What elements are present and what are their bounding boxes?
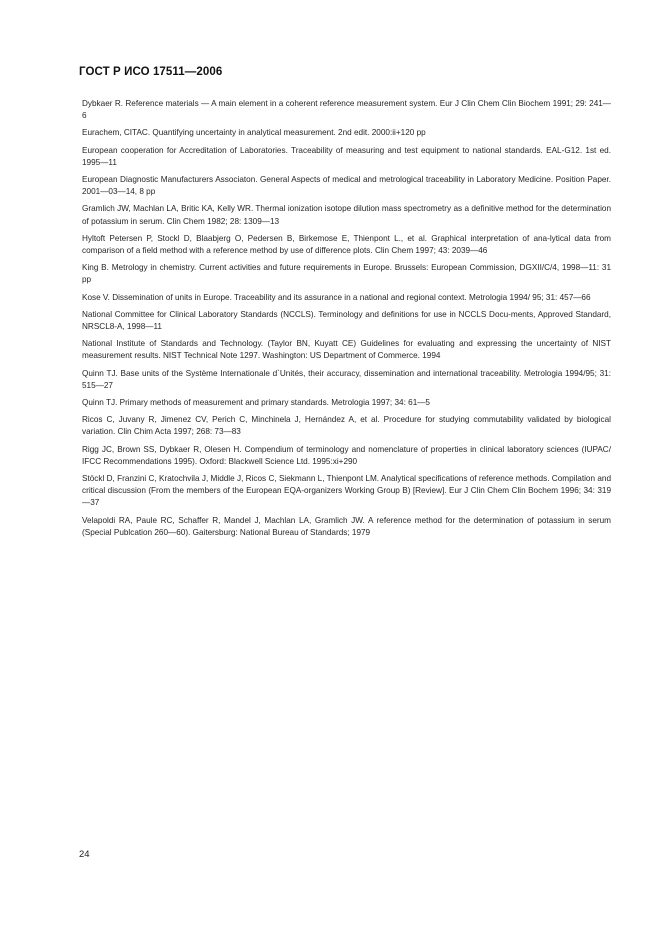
reference-item: Gramlich JW, Machlan LA, Britic KA, Kelly WR. Thermal ionization isotope dilution mass spectrometry as a definitive method for the determination of potassium in serum. Clin Chem 1982; 28: 1309—13 bbox=[82, 204, 611, 226]
reference-list bbox=[82, 98, 611, 544]
reference-item: Stöckl D, Franzini C, Kratochvila J, Middle J, Ricos C, Siekmann L, Thienpont LM. Analytical specifications of reference methods. Compilation and critical discussion (From the members of the European EQA-organizers Working Group B) [Review]. Eur J Clin Chem Clin Bochem 1996; 34: 319—37 bbox=[82, 474, 611, 508]
reference-item: National Committee for Clinical Laboratory Standards (NCCLS). Terminology and definitions for use in NCCLS Docu-ments, Approved Standard, NRSCL8-A, 1998—11 bbox=[82, 309, 611, 332]
reference-item: Hyltoft Petersen P, Stockl D, Blaabjerg O, Pedersen B, Birkemose E, Thienpont L., et al. Graphical interpretation of ana-lytical data from comparison of a field method with a reference method by use of difference plots. Clin Chem 1997; 43: 2039—46 bbox=[82, 233, 611, 256]
reference-item: Quinn TJ. Primary methods of measurement and primary standards. Metrologia 1997; 34: 61—5 bbox=[82, 398, 430, 408]
reference-item: Velapoldi RA, Paule RC, Schaffer R, Mandel J, Machlan LA, Gramlich JW. A reference method for the determination of potassium in serum (Special Publcation 260—60). Gaitersburg: National Bureau of Standards; 1979 bbox=[82, 515, 611, 537]
document-header-title: ГОСТ Р ИСО 17511—2006 bbox=[79, 66, 223, 78]
reference-item: Eurachem, CITAC. Quantifying uncertainty in analytical measurement. 2nd edit. 2000:ii+120 pp bbox=[82, 128, 426, 138]
page-number: 24 bbox=[79, 849, 90, 860]
reference-item: Kose V. Dissemination of units in Europe. Traceability and its assurance in a national and regional context. Metrologia 1994/ 95; 31: 457—66 bbox=[82, 292, 591, 302]
reference-item: Quinn TJ. Base units of the Système Internationale d`Unités, their accuracy, dissemination and international traceability. Metrologia 1994/95; 31: 515—27 bbox=[82, 368, 611, 390]
reference-item: Dybkaer R. Reference materials — A main element in a coherent reference measurement system. Eur J Clin Chem Clin Biochem 1991; 29: 241—6 bbox=[82, 99, 611, 121]
reference-item: European cooperation for Accreditation of Laboratories. Traceability of measuring and test equipment to national standards. EAL-G12. 1st ed. 1995—11 bbox=[82, 145, 611, 167]
reference-item: Ricos C, Juvany R, Jimenez CV, Perich C, Minchinela J, Hernández A, et al. Procedure for studying commutability validated by biological variation. Clin Chim Acta 1997; 268: 73—83 bbox=[82, 415, 611, 437]
reference-item: Rigg JC, Brown SS, Dybkaer R, Olesen H. Compendium of terminology and nomenclature of properties in clinical laboratory sciences (IUPAC/ IFCC Recommendations 1995). Oxford: Blackwell Science Ltd. 1995:xi+290 bbox=[82, 444, 611, 466]
reference-item: National Institute of Standards and Technology. (Taylor BN, Kuyatt CE) Guidelines for evaluating and expressing the uncertainty of NIST measurement results. NIST Technical Note 1297. Washington: US Department of Commerce. 1994 bbox=[82, 339, 611, 361]
reference-item: King B. Metrology in chemistry. Current activities and future requirements in Europe. Brussels: European Commission, DGXII/C/4, 1998—11: 31 pp bbox=[82, 263, 611, 285]
reference-item: European Diagnostic Manufacturers Associaton. General Aspects of medical and metrological traceability in Laboratory Medicine. Position Paper. 2001—03—14, 8 pp bbox=[82, 175, 611, 197]
